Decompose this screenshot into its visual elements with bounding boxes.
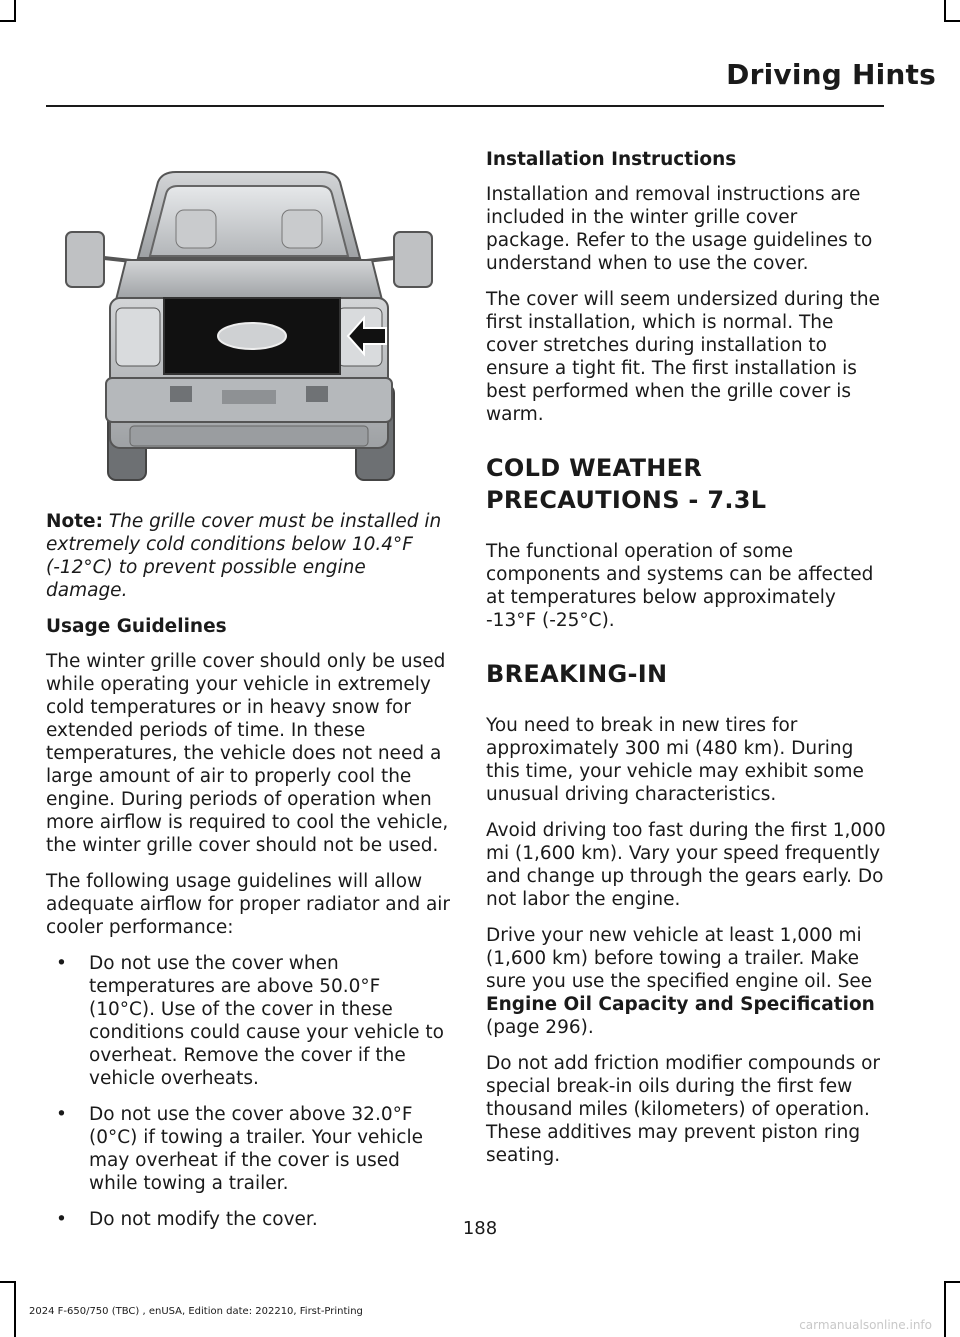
crop-mark: [944, 1281, 946, 1337]
page-reference: (page 296).: [486, 1017, 594, 1038]
cold-weather-heading: COLD WEATHER PRECAUTIONS - 7.3L: [486, 454, 767, 514]
left-column: [46, 140, 452, 1244]
note-paragraph: [46, 510, 452, 602]
crop-mark: [14, 1281, 16, 1337]
footer-edition-info: 2024 F-650/750 (TBC) , enUSA, Edition date: 202210, First-Printing: [29, 1306, 363, 1317]
list-item-text: Do not modify the cover.: [89, 1209, 318, 1230]
usage-bullet-list: [46, 952, 452, 1231]
list-item-text: Do not use the cover above 32.0°F (0°C) if towing a trailer. Your vehicle may overheat if the cover is used while towing a trailer.: [89, 1104, 423, 1194]
truck-front-illustration: [46, 140, 452, 500]
installation-paragraph-2: The cover will seem undersized during the first installation, which is normal. The cover stretches during installation to ensure a tight fit. The first installation is best performed when the grille cover is warm.: [486, 289, 880, 425]
header-divider: [46, 105, 884, 107]
bullet-symbol: •: [56, 953, 67, 974]
list-item: [46, 952, 452, 1090]
usage-paragraph-2: The following usage guidelines will allow adequate airflow for proper radiator and air cooler performance:: [46, 871, 451, 938]
cold-weather-paragraph: The functional operation of some components and systems can be affected at temperatures below approximately -13°F (-25°C).: [486, 541, 874, 631]
note-label: Note:: [46, 511, 103, 532]
breaking-in-paragraph-1: You need to break in new tires for approximately 300 mi (480 km). During this time, your vehicle may exhibit some unusual driving characteristics.: [486, 715, 864, 805]
crop-mark: [944, 1281, 960, 1283]
breaking-in-paragraph-3: [486, 924, 886, 1039]
right-column: [486, 148, 886, 1180]
crop-mark: [944, 20, 960, 22]
page-number: 188: [462, 1218, 498, 1239]
usage-paragraph-1: The winter grille cover should only be used while operating your vehicle in extremely cold temperatures or in heavy snow for extended periods of time. In these temperatures, the vehicle does not need a large amount of air to properly cool the engine. During periods of operation when more airflow is required to cool the vehicle, the winter grille cover should not be used.: [46, 651, 449, 856]
engine-oil-spec-link[interactable]: Engine Oil Capacity and Specification: [486, 994, 875, 1015]
bullet-symbol: •: [56, 1209, 67, 1230]
crop-mark: [944, 0, 946, 22]
crop-mark: [14, 0, 16, 22]
list-item: [46, 1103, 452, 1195]
crop-mark: [0, 1281, 16, 1283]
usage-guidelines-heading: Usage Guidelines: [46, 616, 227, 637]
breaking-in-paragraph-2: Avoid driving too fast during the first 1,000 mi (1,600 km). Vary your speed frequently and change up through the gears early. Do not labor the engine.: [486, 820, 886, 910]
note-text: The grille cover must be installed in extremely cold conditions below 10.4°F (-12°C) to prevent possible engine damage.: [46, 511, 442, 601]
list-item-text: Do not use the cover when temperatures are above 50.0°F (10°C). Use of the cover in these conditions could cause your vehicle to overheat. Remove the cover if the vehicle overheats.: [89, 953, 444, 1089]
crop-mark: [0, 20, 16, 22]
breaking-in-heading: BREAKING-IN: [486, 660, 668, 688]
breaking-in-paragraph-3-text: Drive your new vehicle at least 1,000 mi (1,600 km) before towing a trailer. Make sure you use the specified engine oil. See: [486, 925, 873, 992]
breaking-in-paragraph-4: Do not add friction modifier compounds or special break-in oils during the first few thousand miles (kilometers) of operation. These additives may prevent piston ring seating.: [486, 1053, 881, 1166]
bullet-symbol: •: [56, 1104, 67, 1125]
page-header-title: Driving Hints: [726, 58, 936, 91]
installation-instructions-heading: Installation Instructions: [486, 149, 737, 170]
installation-paragraph-1: Installation and removal instructions are included in the winter grille cover package. Refer to the usage guidelines to understand when to use the cover.: [486, 184, 873, 274]
truck-grille-cover-figure: [46, 140, 452, 500]
watermark: carmanualsonline.info: [799, 1318, 932, 1332]
